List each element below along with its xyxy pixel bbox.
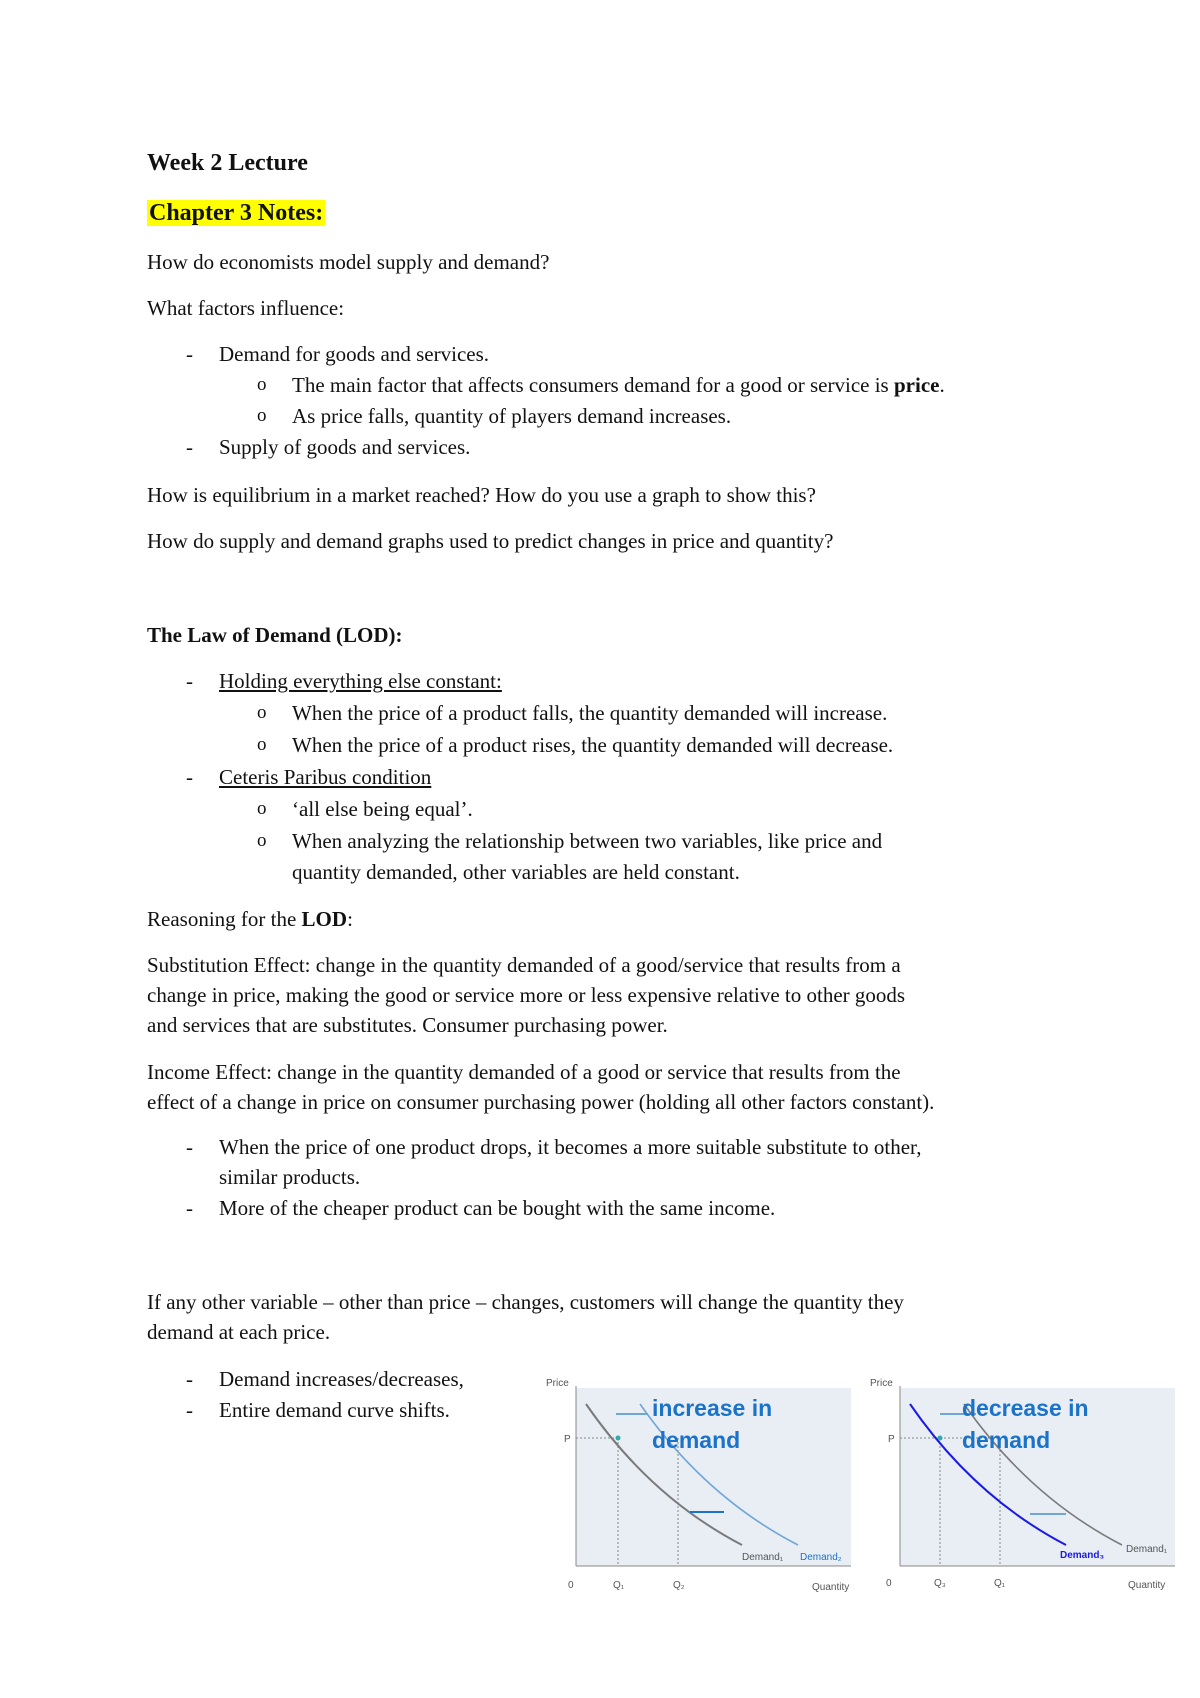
bullet-dash: - (186, 1135, 193, 1159)
demand1-label: Demand₁ (742, 1552, 784, 1563)
increase-demand-diagram (540, 1372, 855, 1600)
lod-item2-sub2-line2: quantity demanded, other variables are held constant. (292, 860, 740, 884)
question-equilibrium: How is equilibrium in a market reached? How do you use a graph to show this? (147, 483, 816, 507)
factor-demand-sub1 (292, 370, 945, 400)
factor-supply: Supply of goods and services. (219, 435, 471, 459)
demand3-label: Demand₃ (1060, 1550, 1105, 1561)
x-axis-label: Quantity (812, 1582, 850, 1593)
lod-heading: The Law of Demand (LOD): (147, 623, 403, 647)
question-factors: What factors influence: (147, 296, 345, 320)
factor-demand-sub1-text: The main factor that affects consumers demand for a good or service is (292, 373, 894, 397)
factor-demand-sub1-end: . (939, 373, 945, 397)
other-bullet1: Demand increases/decreases, (219, 1367, 464, 1391)
q2-label: Q₂ (673, 1580, 685, 1591)
lod-item1: Holding everything else constant: (219, 669, 502, 693)
decrease-demand-diagram (864, 1372, 1179, 1600)
bullet-dash: - (186, 765, 193, 789)
q1-label: Q₁ (994, 1578, 1006, 1589)
increase-caption-line1: increase in (652, 1395, 773, 1421)
substitution-line2: change in price, making the good or service more or less expensive relative to other goods (147, 983, 906, 1007)
y-axis-label: Price (546, 1378, 569, 1389)
question-model: How do economists model supply and demand? (147, 250, 550, 274)
reasoning-text: Reasoning for the (147, 907, 302, 931)
bullet-circle: o (257, 734, 267, 755)
lod-item1-sub2: When the price of a product rises, the quantity demanded will decrease. (292, 733, 894, 757)
equilibrium-point (616, 1436, 621, 1441)
price-level-label: P (564, 1434, 571, 1445)
bullet-circle: o (257, 702, 267, 723)
decrease-caption-line2: demand (962, 1427, 1051, 1453)
income-bullet1-line2: similar products. (219, 1165, 361, 1189)
factor-demand: Demand for goods and services. (219, 342, 490, 366)
lod-item2-sub1: ‘all else being equal’. (292, 797, 473, 821)
substitution-line1: Substitution Effect: change in the quantity demanded of a good/service that results from a (147, 953, 901, 977)
factor-demand-sub2: As price falls, quantity of players demand increases. (292, 404, 732, 428)
bullet-dash: - (186, 669, 193, 693)
equilibrium-point (938, 1436, 943, 1441)
price-level-label: P (888, 1434, 895, 1445)
bullet-circle: o (257, 374, 267, 395)
y-axis-label: Price (870, 1378, 893, 1389)
q1-label: Q₁ (613, 1580, 625, 1591)
origin-label: 0 (568, 1580, 574, 1591)
reasoning-colon: : (347, 907, 353, 931)
income-bullet2: More of the cheaper product can be bought with the same income. (219, 1196, 776, 1220)
factor-demand-sub1-bold: price (893, 373, 940, 397)
reasoning-line (147, 904, 353, 934)
lod-item2-sub2-line1: When analyzing the relationship between two variables, like price and (292, 829, 883, 853)
bullet-circle: o (257, 830, 267, 851)
bullet-dash: - (186, 1398, 193, 1422)
page-title: Week 2 Lecture (147, 150, 308, 176)
chapter-heading (147, 198, 325, 228)
reasoning-bold: LOD (301, 907, 348, 931)
increase-caption-line2: demand (652, 1427, 741, 1453)
bullet-dash: - (186, 435, 193, 459)
decrease-caption-line1: decrease in (962, 1395, 1089, 1421)
origin-label: 0 (886, 1578, 892, 1589)
lod-item2: Ceteris Paribus condition (219, 765, 432, 789)
bullet-dash: - (186, 1196, 193, 1220)
bullet-circle: o (257, 798, 267, 819)
chapter-heading-highlight: Chapter 3 Notes: (149, 200, 324, 226)
other-line2: demand at each price. (147, 1320, 331, 1344)
income-line1: Income Effect: change in the quantity demanded of a good or service that results from the (147, 1060, 901, 1084)
q3-label: Q₃ (934, 1578, 946, 1589)
other-line1: If any other variable – other than price – changes, customers will change the quantity they (147, 1290, 904, 1314)
income-line2: effect of a change in price on consumer purchasing power (holding all other factors constant). (147, 1090, 935, 1114)
other-bullet2: Entire demand curve shifts. (219, 1398, 450, 1422)
demand1-label: Demand₁ (1126, 1544, 1168, 1555)
bullet-circle: o (257, 405, 267, 426)
substitution-line3: and services that are substitutes. Consumer purchasing power. (147, 1013, 668, 1037)
demand2-label: Demand₂ (800, 1552, 842, 1563)
question-graphs: How do supply and demand graphs used to predict changes in price and quantity? (147, 529, 834, 553)
income-bullet1-line1: When the price of one product drops, it becomes a more suitable substitute to other, (219, 1135, 922, 1159)
bullet-dash: - (186, 342, 193, 366)
bullet-dash: - (186, 1367, 193, 1391)
lod-item1-sub1: When the price of a product falls, the quantity demanded will increase. (292, 701, 888, 725)
x-axis-label: Quantity (1128, 1580, 1166, 1591)
